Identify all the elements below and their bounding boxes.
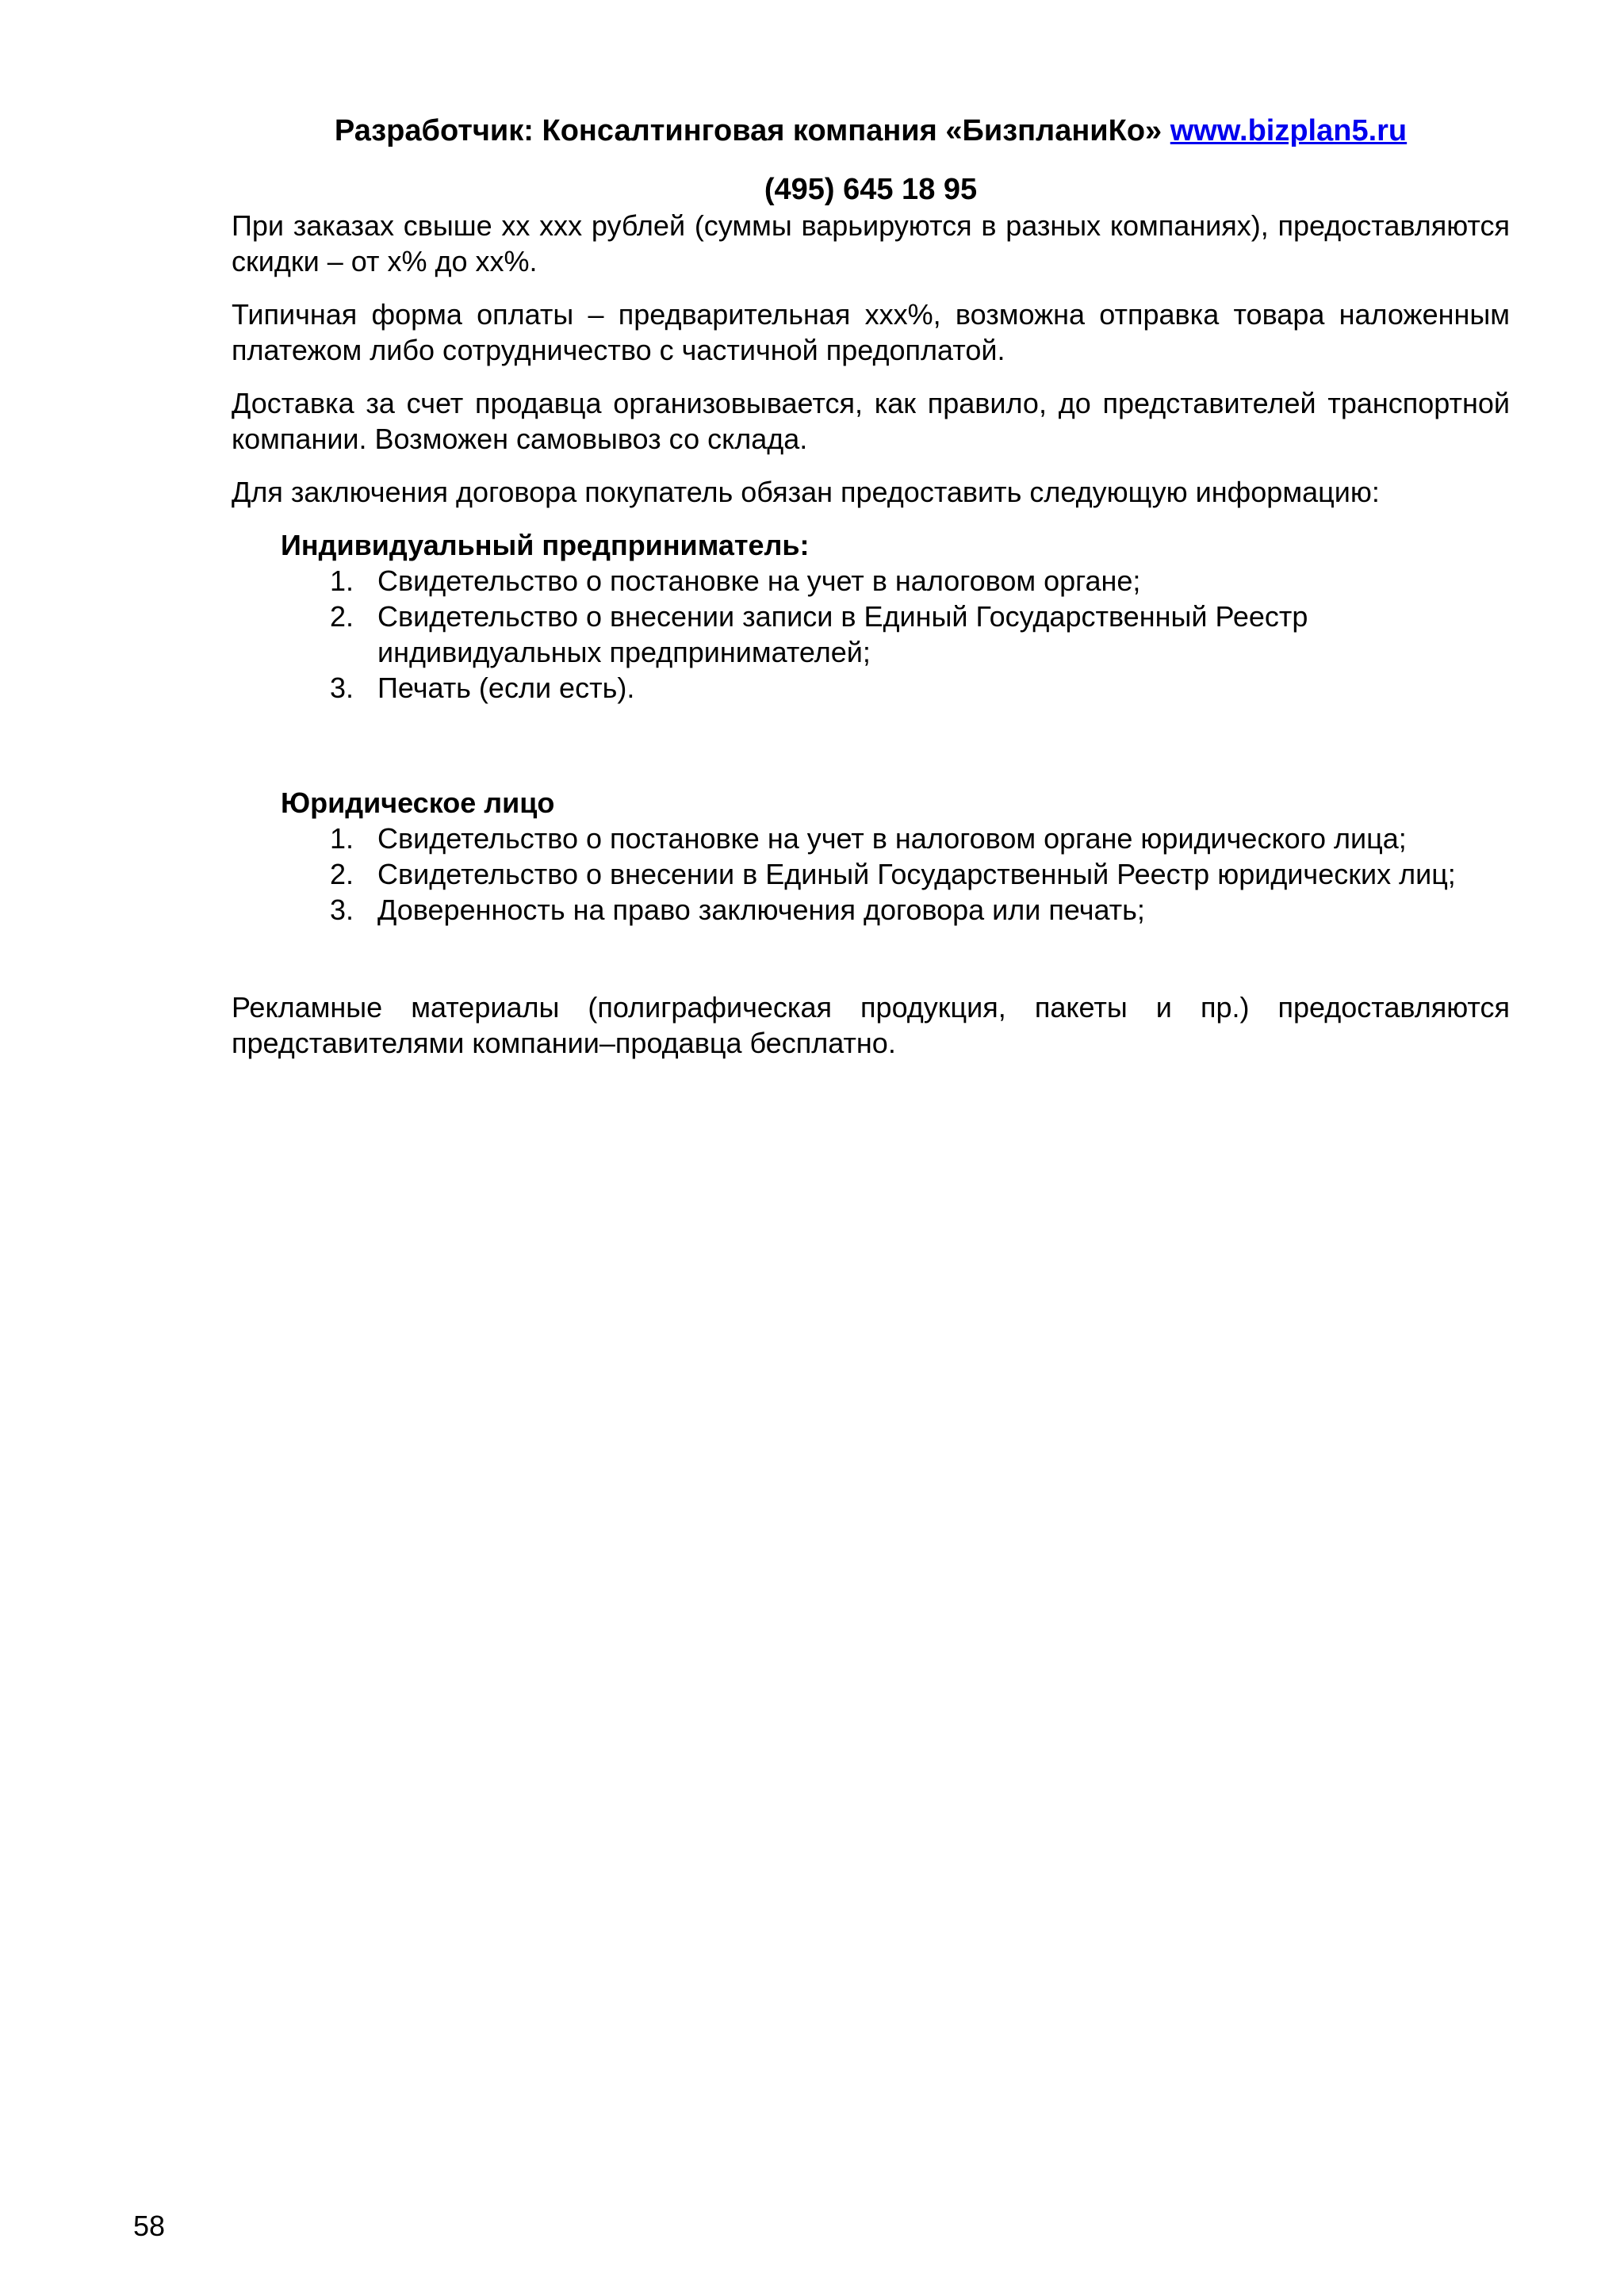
list-item-text: Свидетельство о постановке на учет в налоговом органе; xyxy=(377,564,1141,597)
document-body xyxy=(232,208,1510,1078)
section-title-legal: Юридическое лицо xyxy=(281,786,555,819)
header-phone: (495) 645 18 95 xyxy=(764,173,978,206)
paragraph-payment: Типичная форма оплаты – предварительная ххх%, возможна отправка товара наложенным платежом либо сотрудничество с частичной предоплатой. xyxy=(232,298,1510,366)
list-item xyxy=(281,599,1510,670)
list-item-number: 2. xyxy=(330,600,354,633)
paragraph-advertising: Рекламные материалы (полиграфическая продукция, пакеты и пр.) предоставляются представителями компании–продавца бесплатно. xyxy=(232,991,1510,1059)
list-item-number: 3. xyxy=(330,672,354,704)
list-item-text: Доверенность на право заключения договора или печать; xyxy=(377,894,1145,926)
list-item-number: 3. xyxy=(330,894,354,926)
list-item-text: Свидетельство о постановке на учет в налоговом органе юридического лица; xyxy=(377,822,1407,855)
list-item-text: Свидетельство о внесении записи в Единый Государственный Реестр индивидуальных предпринимателей; xyxy=(377,600,1308,668)
header-developer-text: Разработчик: Консалтинговая компания «БизпланиКо» xyxy=(334,114,1162,147)
header-developer-line xyxy=(232,111,1510,151)
list-item-text: Печать (если есть). xyxy=(377,672,635,704)
list-legal xyxy=(281,821,1510,928)
page-number: 58 xyxy=(133,2210,166,2242)
list-item-number: 1. xyxy=(330,564,354,597)
list-item-number: 1. xyxy=(330,822,354,855)
list-item xyxy=(281,563,1510,599)
list-item-number: 2. xyxy=(330,858,354,890)
paragraph-discounts: При заказах свыше хх ххх рублей (суммы варьируются в разных компаниях), предоставляются скидки – от х% до хх%. xyxy=(232,209,1510,277)
paragraph-contract-intro: Для заключения договора покупатель обязан предоставить следующую информацию: xyxy=(232,476,1380,508)
list-individual xyxy=(281,563,1510,706)
list-item-text: Свидетельство о внесении в Единый Государственный Реестр юридических лиц; xyxy=(377,858,1456,890)
page-header xyxy=(232,111,1510,209)
list-item xyxy=(281,856,1510,892)
list-item xyxy=(281,892,1510,928)
list-item xyxy=(281,670,1510,706)
website-link[interactable]: www.bizplan5.ru xyxy=(1170,114,1408,147)
paragraph-delivery: Доставка за счет продавца организовывается, как правило, до представителей транспортной компании. Возможен самовывоз со склада. xyxy=(232,387,1510,455)
list-item xyxy=(281,821,1510,856)
section-title-individual: Индивидуальный предприниматель: xyxy=(281,529,810,561)
spacer xyxy=(232,706,1510,785)
